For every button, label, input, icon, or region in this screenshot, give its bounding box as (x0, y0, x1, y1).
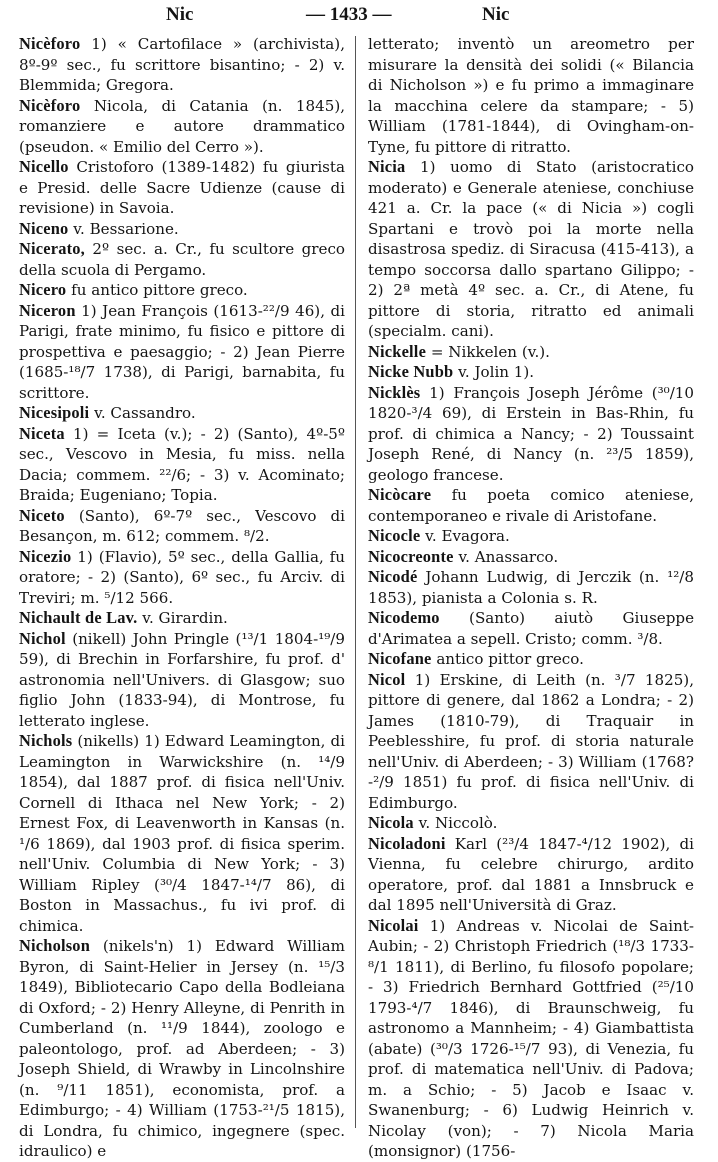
dictionary-entry (368, 649, 694, 670)
dictionary-entry (368, 157, 694, 342)
entry-text: antico pittor greco. (431, 650, 584, 668)
entry-text: (Santo), 6º-7º sec., Vescovo di Besançon, m. 612; commem. ⁸/2. (19, 506, 345, 545)
entry-headword: Nicèforo (19, 34, 81, 53)
entry-text: 2º sec. a. Cr., fu scultore greco della scuola di Pergamo. (19, 240, 345, 279)
dictionary-entry (19, 96, 345, 158)
entry-text: v. Niccolò. (413, 814, 498, 832)
dictionary-entry (368, 485, 694, 526)
dictionary-entry (368, 362, 694, 383)
dictionary-entry (19, 608, 345, 629)
entry-text: v. Jolin 1). (453, 363, 535, 381)
entry-headword: Nichault de Lav. (19, 608, 138, 627)
dictionary-entry (19, 157, 345, 219)
dictionary-entry (19, 301, 345, 404)
dictionary-entry (368, 34, 694, 157)
entry-headword: Nicerato, (19, 239, 85, 258)
dictionary-entry (19, 629, 345, 732)
dictionary-entry (19, 280, 345, 301)
entry-headword: Nicero (19, 280, 67, 299)
entry-headword: Niceno (19, 218, 69, 238)
dictionary-entry (19, 34, 345, 96)
entry-headword: Nicèforo (19, 95, 81, 115)
dictionary-entry (19, 403, 345, 424)
dictionary-entry (368, 547, 694, 568)
page-header (0, 0, 718, 32)
entry-headword: Nickelle (368, 341, 427, 361)
entry-headword: Nicocreonte (368, 546, 454, 566)
entry-text: fu poeta comico ateniese, contemporaneo e rivale di Aristofane. (368, 486, 694, 525)
entry-headword: Nicesipoli (19, 403, 90, 422)
entry-headword: Niceta (19, 423, 65, 443)
entry-text: 1) « Cartofilace » (archivista), 8º-9º sec., fu scrittore bisantino; - 2) v. Blemmida; Gregora. (19, 35, 345, 94)
entry-headword: Niceto (19, 505, 65, 525)
entry-headword: Niceron (19, 300, 76, 320)
entry-text: 1) (Flavio), 5º sec., della Gallia, fu oratore; - 2) (Santo), 6º sec., fu Arciv. di Treviri; m. ⁵/12 566. (19, 547, 345, 607)
dictionary-entry (19, 424, 345, 506)
entry-text: v. Bessarione. (68, 219, 179, 238)
entry-headword: Nicodé (368, 567, 418, 586)
entry-text: letterato; inventò un areometro per misurare la densità dei solidi (« Bilancia di Nicholson ») e fu primo a immaginare la macchina celere da stampare; - 5) William (1781-1844), di Ovingham-on-Tyne, fu pittore di ritratto. (368, 35, 694, 156)
entry-text: 1) François Joseph Jérôme (³⁰/10 1820-³/4 69), di Erstein in Bas-Rhin, fu prof. di chimica a Nancy; - 2) Toussaint Joseph René, di Nancy (n. ²³/5 1859), geologo francese. (368, 383, 694, 484)
entry-headword: Nicklès (368, 382, 421, 402)
entry-headword: Nicocle (368, 526, 421, 545)
column-divider (355, 36, 356, 1128)
entry-headword: Nichols (19, 731, 73, 750)
entry-text: Karl (²³/4 1847-⁴/12 1902), di Vienna, fu celebre chirurgo, ardito operatore, prof. dal 1881 a Innsbruck e dal 1895 nell'Università di Graz. (368, 834, 694, 914)
header-left-guide-word: Nic (166, 4, 194, 25)
entry-headword: Nicoladoni (368, 833, 446, 853)
page-number: — 1433 — (306, 4, 392, 25)
entry-text: v. Cassandro. (89, 404, 196, 422)
entry-text: v. Evagora. (420, 527, 510, 545)
left-column (19, 34, 345, 1160)
dictionary-entry (368, 383, 694, 486)
entry-text: v. Girardin. (137, 609, 228, 627)
entry-headword: Nicke Nubb (368, 362, 454, 381)
entry-text: = Nikkelen (v.). (426, 342, 550, 361)
dictionary-entry (368, 834, 694, 916)
entry-text: v. Anassarco. (453, 547, 559, 566)
entry-headword: Nicholson (19, 936, 91, 955)
entry-text: (nikells) 1) Edward Leamington, di Leamington in Warwickshire (n. ¹⁴/9 1854), dal 1887 prof. di fisica nell'Univ. Cornell di Ithaca nel New York; - 2) Ernest Fox, di Leavenworth in Kansas (n. ¹/6 1869), dal 1903 prof. di fisica sperim. nell'Univ. Columbia di New York; - 3) William Ripley (³⁰/4 1847-¹⁴/7 86), di Boston in Massachus., fu ivi prof. di chimica. (19, 732, 345, 935)
entry-text: 1) uomo di Stato (aristocratico moderato) e Generale ateniese, conchiuse 421 a. Cr. la pace (« di Nicia ») cogli Spartani e trovò poi la morte nella disastrosa spediz. di Siracusa (415-413), a tempo soccorsa dallo spartano Gilippo; - 2) 2ª metà 4º sec. a. Cr., di Atene, fu pittore di storia, ritratto ed animali (specialm. cani). (368, 158, 694, 340)
entry-text: 1) Andreas v. Nicolai de Saint-Aubin; - 2) Christoph Friedrich (¹⁸/3 1733-⁸/1 1811), di Berlino, fu filosofo popolare; - 3) Friedrich Bernhard Gottfried (²⁵/10 1793-⁴/7 1846), di Braunschweig, fu astronomo a Mannheim; - 4) Giambattista (abate) (³⁰/3 1726-¹⁵/7 93), di Venezia, fu prof. di matematica nell'Univ. di Padova; m. a Schio; - 5) Jacob e Isaac v. Swanenburg; - 6) Ludwig Heinrich v. Nicolay (von); - 7) Nicola Maria (monsignor) (1756- (368, 916, 694, 1160)
entry-text: 1) Erskine, di Leith (n. ³/7 1825), pittore di genere, dal 1862 a Londra; - 2) James (1810-79), di Traquair in Peeblesshire, fu prof. di storia naturale nell'Univ. di Aberdeen; - 3) William (1768?-²/9 1851) fu prof. di fisica nell'Univ. di Edimburgo. (368, 670, 694, 812)
entry-text: (nikels'n) 1) Edward William Byron, di Saint-Helier in Jersey (n. ¹⁵/3 1849), Bibliotecario Capo della Bodleiana di Oxford; - 2) Henry Alleyne, di Penrith in Cumberland (n. ¹¹/9 1844), zoologo e paleontologo, prof. ad Aberdeen; - 3) Joseph Shield, di Wrawby in Lincolnshire (n. ⁹/11 1851), economista, prof. a Edimburgo; - 4) William (1753-²¹/5 1815), di Londra, fu chimico, ingegnere (spec. idraulico) e (19, 937, 345, 1160)
entry-headword: Nicofane (368, 649, 432, 668)
entry-headword: Nicezio (19, 546, 72, 566)
entry-text: Cristoforo (1389-1482) fu giurista e Presid. delle Sacre Udienze (cause di revisione) in Savoia. (19, 158, 345, 217)
dictionary-entry (368, 670, 694, 814)
entry-text: (Santo) aiutò Giuseppe d'Arimatea a sepell. Cristo; comm. ³/8. (368, 609, 694, 648)
entry-headword: Nicia (368, 157, 406, 176)
entry-headword: Nicola (368, 813, 414, 832)
entry-headword: Nichol (19, 628, 66, 648)
entry-headword: Nicol (368, 669, 406, 689)
dictionary-entry (19, 239, 345, 280)
entry-headword: Nicòcare (368, 485, 432, 504)
dictionary-entry (19, 731, 345, 936)
dictionary-entry (19, 547, 345, 609)
dictionary-entry (368, 608, 694, 649)
entry-headword: Nicello (19, 157, 69, 176)
entry-text: 1) = Iceta (v.); - 2) (Santo), 4º-5º sec., Vescovo in Mesia, fu miss. nella Dacia; commem. ²²/6; - 3) v. Acominato; Braida; Eugeniano; Topia. (19, 424, 345, 504)
right-column (368, 34, 694, 1160)
entry-text: Johann Ludwig, di Jerczik (n. ¹²/8 1853), pianista a Colonia s. R. (368, 568, 694, 607)
entry-text: (nikell) John Pringle (¹³/1 1804-¹⁹/9 59), di Brechin in Forfarshire, fu prof. d' astronomia nell'Univers. di Glasgow; suo figlio John (1833-94), di Montrose, fu letterato inglese. (19, 629, 345, 730)
dictionary-entry (368, 526, 694, 547)
header-right-guide-word: Nic (482, 4, 510, 25)
entry-headword: Nicodemo (368, 608, 440, 627)
dictionary-entry (19, 506, 345, 547)
dictionary-entry (368, 813, 694, 834)
dictionary-entry (19, 936, 345, 1162)
entry-text: fu antico pittore greco. (66, 281, 248, 299)
dictionary-entry (19, 219, 345, 240)
dictionary-entry (368, 567, 694, 608)
dictionary-entry (368, 342, 694, 363)
dictionary-entry (368, 916, 694, 1162)
entry-text: 1) Jean François (1613-²²/9 46), di Parigi, frate minimo, fu fisico e pittore di prospettiva e paesaggio; - 2) Jean Pierre (1685-¹⁸/7 1738), di Parigi, barnabita, fu scrittore. (19, 301, 345, 402)
entry-headword: Nicolai (368, 915, 419, 935)
entry-text: Nicola, di Catania (n. 1845), romanziere e autore drammatico (pseudon. « Emilio del Cerro »). (19, 96, 345, 156)
